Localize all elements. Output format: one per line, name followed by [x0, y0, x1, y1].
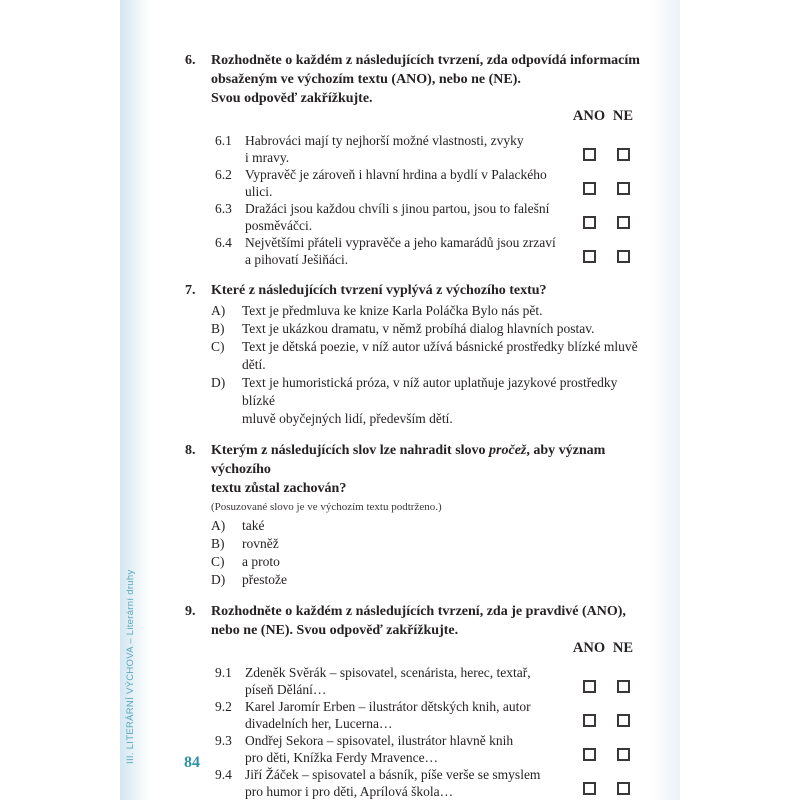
statement-6-4	[215, 234, 640, 268]
checkbox-ano-9-2[interactable]	[583, 714, 596, 727]
option-8-A-text: také	[242, 518, 265, 533]
statement-9-2-text: Karel Jaromír Erben – ilustrátor dětských knih, autor divadelních her, Lucerna…	[245, 699, 531, 731]
option-7-B-text: Text je ukázkou dramatu, v němž probíhá dialog hlavních postav.	[242, 321, 595, 336]
statement-9-2	[215, 698, 640, 732]
statement-9-2-number: 9.2	[215, 699, 232, 714]
statement-9-3-text: Ondřej Sekora – spisovatel, ilustrátor hlavně knih pro děti, Knížka Ferdy Mravence…	[245, 733, 514, 765]
option-7-D	[211, 374, 640, 428]
question-9-header-line: Rozhodněte o každém z následujících tvrzení, zda je pravdivé (ANO),	[211, 604, 626, 619]
statement-9-4-number: 9.4	[215, 767, 232, 782]
option-7-C	[211, 338, 640, 374]
statement-6-2	[215, 166, 640, 200]
question-8-note: (Posuzované slovo je ve výchozím textu podtrženo.)	[211, 501, 442, 513]
assessed-word-italic: pročež	[489, 443, 527, 458]
right-gradient-band	[650, 0, 680, 800]
statement-6-4-text: Největšími přáteli vypravěče a jeho kamarádů jsou zrzaví a pihovatí Ješiňáci.	[245, 235, 556, 267]
checkbox-ano-6-1[interactable]	[583, 148, 596, 161]
q7-options	[211, 302, 640, 428]
content-area	[185, 51, 640, 800]
question-9-number: 9.	[185, 604, 196, 619]
statement-6-1-number: 6.1	[215, 133, 232, 148]
option-8-C	[211, 553, 640, 571]
statement-9-4	[215, 766, 640, 800]
statement-9-1	[215, 664, 640, 698]
question-6-number: 6.	[185, 53, 196, 68]
checkbox-ne-9-3[interactable]	[617, 748, 630, 761]
question-6-header-line: Rozhodněte o každém z následujících tvrzení, zda odpovídá informacím	[211, 53, 640, 68]
option-8-C-letter: C)	[211, 554, 225, 569]
checkbox-ne-9-2[interactable]	[617, 714, 630, 727]
option-7-D-letter: D)	[211, 375, 226, 390]
checkbox-ano-9-4[interactable]	[583, 782, 596, 795]
question-7-header	[211, 281, 547, 300]
question-8-header-line: Kterým z následujících slov lze nahradit slovo pročež, aby význam výchozího	[211, 443, 606, 477]
statement-9-4-text: Jiří Žáček – spisovatel a básník, píše verše se smyslem pro humor i pro děti, Aprílová škola…	[245, 767, 541, 799]
checkbox-ne-9-1[interactable]	[617, 680, 630, 693]
question-6-header-line: obsaženým ve výchozím textu (ANO), nebo ne (NE).	[211, 72, 521, 87]
question-7-header-line: Které z následujících tvrzení vyplývá z výchozího textu?	[211, 283, 547, 298]
q9-ano-column-label: ANO	[572, 639, 606, 656]
option-8-D-letter: D)	[211, 572, 226, 587]
option-7-A-letter: A)	[211, 303, 226, 318]
question-8-number: 8.	[185, 443, 196, 458]
checkbox-ano-6-2[interactable]	[583, 182, 596, 195]
option-8-D	[211, 571, 640, 589]
q9-statements	[215, 664, 640, 800]
option-7-A-text: Text je předmluva ke knize Karla Poláčka Bylo nás pět.	[242, 303, 543, 318]
option-7-B	[211, 320, 640, 338]
statement-6-2-text: Vypravěč je zároveň i hlavní hrdina a bydlí v Palackého ulici.	[245, 167, 547, 199]
option-8-D-text: přestože	[242, 572, 287, 587]
checkbox-ne-6-2[interactable]	[617, 182, 630, 195]
statement-9-3	[215, 732, 640, 766]
checkbox-ne-6-4[interactable]	[617, 250, 630, 263]
question-6	[185, 51, 640, 268]
page-number: 84	[184, 754, 200, 771]
question-9-header	[211, 602, 626, 640]
checkbox-ano-9-1[interactable]	[583, 680, 596, 693]
question-8	[185, 441, 640, 589]
option-8-B-text: rovněž	[242, 536, 279, 551]
option-8-B-letter: B)	[211, 536, 225, 551]
q6-ne-column-label: NE	[612, 107, 634, 124]
q6-ano-column-label: ANO	[572, 107, 606, 124]
statement-9-3-number: 9.3	[215, 733, 232, 748]
statement-6-1-text: Habrováci mají ty nejhorší možné vlastnosti, zvyky i mravy.	[245, 133, 524, 165]
q9-ne-column-label: NE	[612, 639, 634, 656]
checkbox-ne-6-3[interactable]	[617, 216, 630, 229]
statement-9-1-text: Zdeněk Svěrák – spisovatel, scenárista, herec, textař, píseň Dělání…	[245, 665, 531, 697]
checkbox-ano-6-4[interactable]	[583, 250, 596, 263]
option-7-A	[211, 302, 640, 320]
option-7-C-letter: C)	[211, 339, 225, 354]
statement-6-3	[215, 200, 640, 234]
question-8-header-line: textu zůstal zachován?	[211, 481, 347, 496]
option-8-C-text: a proto	[242, 554, 280, 569]
option-7-B-letter: B)	[211, 321, 225, 336]
option-8-B	[211, 535, 640, 553]
statement-6-1	[215, 132, 640, 166]
statement-6-2-number: 6.2	[215, 167, 232, 182]
option-8-A-letter: A)	[211, 518, 226, 533]
question-6-header-line: Svou odpověď zakřížkujte.	[211, 91, 373, 106]
statement-6-4-number: 6.4	[215, 235, 232, 250]
option-8-A	[211, 517, 640, 535]
checkbox-ano-9-3[interactable]	[583, 748, 596, 761]
chapter-sidebar-label: III. LITERÁRNÍ VÝCHOVA – Literární druhy	[125, 569, 136, 764]
option-7-C-text: Text je dětská poezie, v níž autor užívá básnické prostředky blízké mluvě dětí.	[242, 339, 638, 372]
q9-answer-columns-header	[185, 640, 640, 656]
q6-answer-columns-header	[185, 108, 640, 124]
question-9-header-line: nebo ne (NE). Svou odpověď zakřížkujte.	[211, 623, 459, 638]
checkbox-ano-6-3[interactable]	[583, 216, 596, 229]
statement-6-3-number: 6.3	[215, 201, 232, 216]
statement-6-3-text: Dražáci jsou každou chvíli s jinou partou, jsou to falešní posměváčci.	[245, 201, 550, 233]
question-6-header	[211, 51, 640, 108]
question-8-header	[211, 441, 640, 498]
statement-9-1-number: 9.1	[215, 665, 232, 680]
q6-statements	[215, 132, 640, 268]
question-7	[185, 281, 640, 428]
q8-options	[211, 517, 640, 589]
question-7-number: 7.	[185, 283, 196, 298]
question-9	[185, 602, 640, 800]
checkbox-ne-6-1[interactable]	[617, 148, 630, 161]
checkbox-ne-9-4[interactable]	[617, 782, 630, 795]
option-7-D-text: Text je humoristická próza, v níž autor uplatňuje jazykové prostředky blízké mluvě obyčejných lidí, především dětí.	[242, 375, 618, 426]
